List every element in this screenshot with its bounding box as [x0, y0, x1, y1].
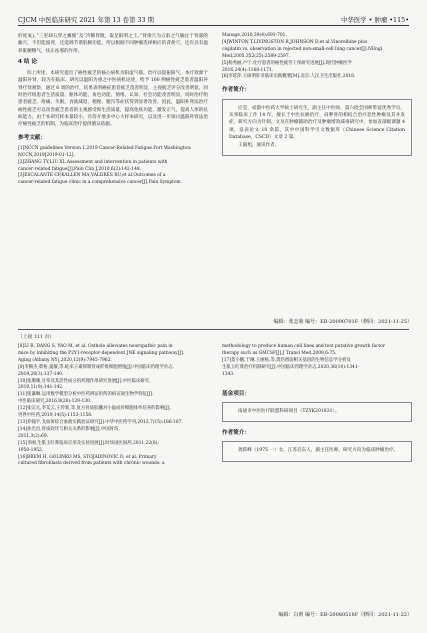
journal-header-right: 中华医学 • 肿瘤 •115• — [341, 16, 409, 24]
reference-line: NCCN,2019[2019-01-12]. — [18, 152, 75, 158]
fund-title: 基金项目： — [222, 390, 250, 397]
reference-list — [18, 344, 208, 468]
reference-line: 世界中医药,2019,14(5):1153-1158. — [18, 413, 93, 419]
header-rule — [18, 25, 409, 26]
reference-line: 2011,3(2):69. — [18, 433, 49, 439]
top-left-column — [18, 33, 208, 187]
reference-line: [5]杨秀丽,卢宁.化疗患者的癌性疲劳干预研究进展[J].现代肿瘤医学 — [222, 60, 352, 66]
reference-line: [3]ESCALANTE CP,KALLEN MA,VALDRES RU,et al.Outcomes of a — [18, 173, 166, 179]
reference-line: [8]LI R, DANG S, YAO M, et al. Osthole alleviates neuropathic pain in — [18, 344, 173, 349]
reference-line: cultured fibroblasts derived from patients with chronic wounds: a — [18, 461, 165, 467]
running-header — [18, 10, 409, 24]
reference-line: cisplatin vs. observation in rejected non-small-cell lung cancer[J].NEngl — [222, 46, 383, 52]
reference-line: Aging (Albany NY),2020,12(9):7945-7962. — [18, 357, 112, 363]
journal-header-left: CJCM 中医临床研究 2021 年第 13 卷第 33 期 — [18, 16, 154, 24]
top-right-column — [222, 33, 412, 156]
references-title: 参考文献： — [18, 134, 46, 141]
reference-line: 1343. — [222, 371, 235, 377]
continued-from: （上接 111 页） — [18, 335, 55, 340]
reference-line: Manage,2010,39(4):691-701. — [222, 33, 287, 38]
conclusion-paragraph: 综上所述，本研究提出了癌性疲乏的核心病机为阳虚气郁。治疗以提振阳气，本疗效源于温阳补肾，较为在临床、研究以温阳为重之中医病机论述，给予 100 例癌性疲乏患者温阳补肾疗效观察，通过 6 周的治疗，结果表明癌症患者疲乏改善明显，主观疲乏评分改善明显，同时治疗组患者生活质量、躯体功能、角色功能、情绪、认知、社会功能改善明显，同时治疗组患者疲乏、疼痛、失眠、食欲减退、便秘、腹泻等症状得到显著改善。因此，温阳补肾法治疗癌性疲乏可以改善疲乏患者的主观感受和生活质量，提高免疫功能，激发正气，提高人体的抗病能力，由于本研究样本量较小，有待开展多中心大样本研究，以及进一步探讨温阳补肾法治疗癌性疲乏的机制，为临床治疗提供循证依据。 — [18, 71, 208, 128]
bottom-left-column — [18, 344, 208, 468]
editor-line-bottom: 编辑：白莉 编号：EB-20080518F（修回：2021-11-22） — [278, 612, 412, 618]
reference-list — [222, 344, 412, 379]
reference-line: [12]张宗元,李艾云,王传新,等.复方骨质胶囊对小鼠成骨细胞体外培养的影响[J]. — [18, 406, 171, 412]
reference-list — [18, 146, 208, 187]
bottom-right-column — [222, 344, 412, 462]
reference-line: therapy such as GMCSF[J].J Transl Med,2008,6:75. — [222, 350, 337, 356]
reference-line: 2019,11(9):141-142. — [18, 385, 64, 391]
reference-line: methodology to produce human cell lines and test putative growth factor — [222, 344, 386, 349]
section-title: 4 结 论 — [18, 58, 37, 65]
fund-box — [222, 402, 412, 422]
reference-line: [14]孙光昌,骨质软坯与相关关系的影响[J].中国骨伤, — [18, 426, 120, 432]
author-intro-box — [222, 99, 412, 157]
reference-line: [13]乔翰平,戈血斑综合血液实践验证研究[J].中华中医药学刊,2013,7(15):186-187. — [18, 419, 183, 425]
reference-line: [17]莫小鹏,于琳,王丽杨,等.烧伤创面相关基因的生物信息学分析及 — [222, 357, 351, 363]
reference-line: [11]张谦琳.运用数学模型分析中医药辨证用药的病证间生物学特征[J]. — [18, 392, 154, 398]
reference-line: [15]李刚,生肌玉红膏临床应用及实验进展[J].时珍国医国药,2011,22(8): — [18, 440, 159, 446]
fund-text: 南通市中医医疗联盟科研项目（TZYK201831）。 — [238, 408, 340, 414]
section-divider — [18, 329, 409, 330]
reference-line: 2019,26(3):137-140. — [18, 371, 64, 377]
reference-line: [2]ZHANG TY,LIU XL.Assessment and intervention in patients with — [18, 159, 168, 165]
editor-line-top: 编辑：张志菊 编号：EB-20090701F（修回：2021-11-25） — [273, 319, 412, 325]
author-intro-box — [222, 441, 412, 461]
reference-line: 2016,24(4):1168-1171. — [222, 67, 274, 73]
author-intro-text: 龚跃峰（1975 一）女，江苏启东人，副主任医师。研究方向为临床肿瘤治疗。 — [238, 448, 399, 454]
reference-line: [9]李腾杰,柴裕,曼敏,等.蛇床子素抑制肾成纤维细胞增殖[J].中国临床药理学杂志, — [18, 364, 174, 370]
reference-line: 生肌玉红膏治疗机制研究[J].中国临床药理学杂志,2020,36(10):1341- — [222, 364, 360, 370]
reference-list — [222, 33, 412, 81]
reference-line: [10]张珊珊,甘草及其活性成分的药理作用研究进展[J].中医临床研究, — [18, 378, 151, 384]
reference-line: 中医临床研究,2016,8(26):129-130. — [18, 399, 92, 405]
reference-line: cancer-related fatigue[J].Pain Clin J,2010,6(2):142-148. — [18, 166, 142, 172]
author-intro-title: 作者简介： — [222, 87, 250, 94]
continuation-paragraph: 肝度氧)。”三里却五穿之翼瘦”及“冷稀肾散，取足阳明之土。”肾俞穴为五脏之气输注于背部的腧穴，不但能滋肾，还能调节诸脏腑功能，所以根据不同肿瘤选择相应的背俞穴，还有具有温养脏腑精气，扶正祛邪的作用。 — [18, 34, 208, 54]
reference-line: Med,2005,352(25):2589-2597. — [222, 53, 290, 59]
reference-line: cancer-related fatigue clinic in a comprehensive cancer[J].Pain Symptom — [18, 180, 181, 186]
reference-line: 1950-1952. — [18, 447, 44, 453]
reference-line: mice by inhibiting the P2Y1-receptor-dependent JNK signaling pathway[J]. — [18, 350, 185, 356]
reference-line: [4]WINTON T,LIVINGSTON R,JOHNSON D,et al.Vinorelbine plus — [222, 39, 368, 45]
reference-line: [6]李延萍.王硕明肝炎临床实践概要[M].北京:人民卫生出版社,2018. — [222, 74, 356, 80]
corresponding-author: 王毅旭，通讯作者。 — [238, 143, 280, 149]
reference-line: [16]BREM H, GOLINKO MS, STOJADINOVIC O, et al. Primary — [18, 454, 157, 460]
reference-line: [1]NCCN guidelines Version 1.2019 Cancer-Related Fatigue.Fort Washington: — [18, 145, 192, 151]
author-intro-title: 作者简介： — [222, 430, 250, 437]
author-intro-text: 应莹，成都中医药大学硕士研究生，副主任中医师，第六批全国师带徒优秀学员，从事临床工作 14 年，擅长于中医抗癌治疗，肩胛骨的相结合治疗恶性肿瘤及其并发症，研究方向为针刺。文及在肿瘤辅助治疗及肿瘤增效减毒研究中，参加省部级课题 4 项，发表论文 10 余篇，其中中国科学引文数据库（Chinese Science Citation Database，CSCD）文章 2 篇。 — [229, 105, 405, 140]
